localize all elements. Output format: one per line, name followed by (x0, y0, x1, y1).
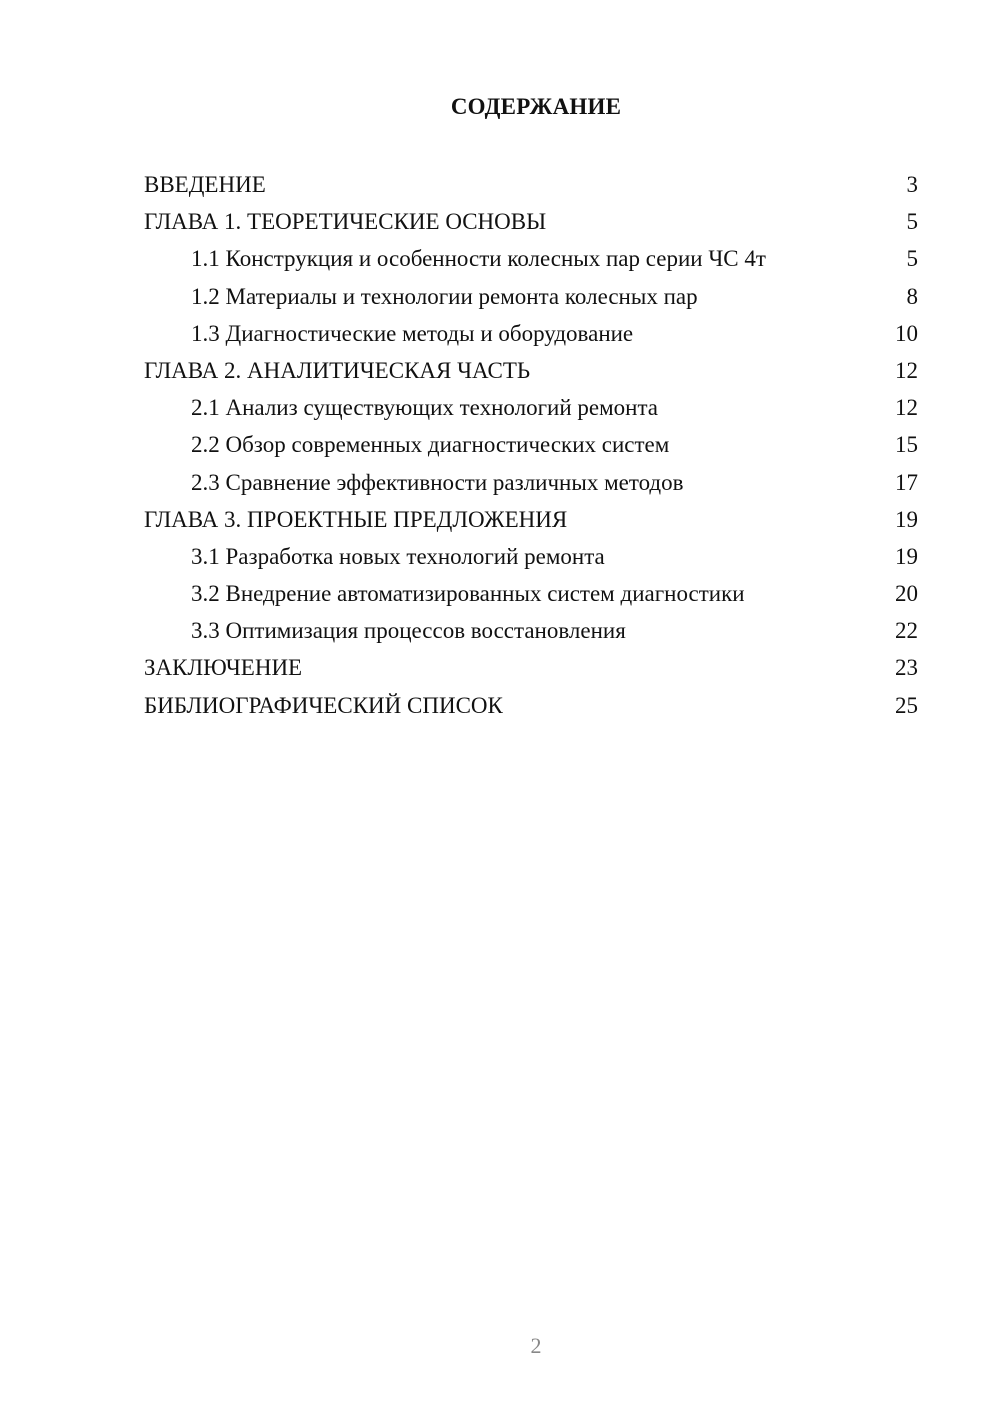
toc-entry-page-number: 22 (895, 618, 918, 644)
toc-entry-page-number: 5 (906, 246, 918, 272)
toc-entry-title: ГЛАВА 1. ТЕОРЕТИЧЕСКИЕ ОСНОВЫ (144, 209, 547, 235)
toc-chapter-entry (144, 203, 918, 240)
toc-entry-page-number: 12 (895, 357, 918, 383)
toc-entry-title: 1.1 Конструкция и особенности колесных пар серии ЧС 4т (191, 246, 766, 272)
toc-entry-title: 2.3 Сравнение эффективности различных методов (191, 469, 684, 495)
toc-entry-title: ГЛАВА 2. АНАЛИТИЧЕСКАЯ ЧАСТЬ (144, 357, 531, 383)
toc-section-entry (144, 575, 918, 612)
toc-entry-page-number: 23 (895, 655, 918, 681)
toc-section-entry (144, 315, 918, 352)
page-title: СОДЕРЖАНИЕ (450, 94, 622, 119)
toc-section-entry (144, 612, 918, 649)
toc-entry-title: 1.2 Материалы и технологии ремонта колесных пар (191, 283, 698, 309)
toc-entry-page-number: 12 (895, 395, 918, 421)
toc-entry-title: 2.1 Анализ существующих технологий ремонта (191, 395, 658, 421)
table-of-contents (144, 166, 918, 724)
toc-chapter-entry (144, 166, 918, 203)
toc-chapter-entry (144, 649, 918, 686)
toc-entry-page-number: 8 (906, 283, 918, 309)
toc-section-entry (144, 426, 918, 463)
toc-entry-title: 2.2 Обзор современных диагностических систем (191, 432, 670, 458)
toc-chapter-entry (144, 687, 918, 724)
toc-section-entry (144, 389, 918, 426)
toc-entry-title: ЗАКЛЮЧЕНИЕ (144, 655, 303, 681)
page-number: 2 (530, 1333, 542, 1358)
toc-section-entry (144, 464, 918, 501)
toc-entry-page-number: 10 (895, 320, 918, 346)
toc-entry-title: БИБЛИОГРАФИЧЕСКИЙ СПИСОК (144, 692, 503, 718)
toc-entry-page-number: 15 (895, 432, 918, 458)
toc-entry-page-number: 19 (895, 506, 918, 532)
toc-section-entry (144, 240, 918, 277)
toc-entry-page-number: 19 (895, 543, 918, 569)
toc-section-entry (144, 278, 918, 315)
toc-section-entry (144, 538, 918, 575)
toc-chapter-entry (144, 501, 918, 538)
toc-entry-page-number: 25 (895, 692, 918, 718)
toc-entry-page-number: 20 (895, 581, 918, 607)
toc-entry-title: ВВЕДЕНИЕ (144, 172, 266, 197)
toc-entry-title: 1.3 Диагностические методы и оборудование (191, 320, 634, 346)
toc-entry-title: 3.1 Разработка новых технологий ремонта (191, 543, 605, 569)
toc-entry-title: ГЛАВА 3. ПРОЕКТНЫЕ ПРЕДЛОЖЕНИЯ (144, 506, 568, 532)
toc-entry-page-number: 5 (906, 209, 918, 235)
toc-entry-title: 3.3 Оптимизация процессов восстановления (191, 618, 626, 644)
toc-chapter-entry (144, 352, 918, 389)
toc-entry-page-number: 17 (895, 469, 918, 495)
toc-entry-title: 3.2 Внедрение автоматизированных систем диагностики (191, 581, 745, 607)
toc-entry-page-number: 3 (906, 172, 918, 197)
